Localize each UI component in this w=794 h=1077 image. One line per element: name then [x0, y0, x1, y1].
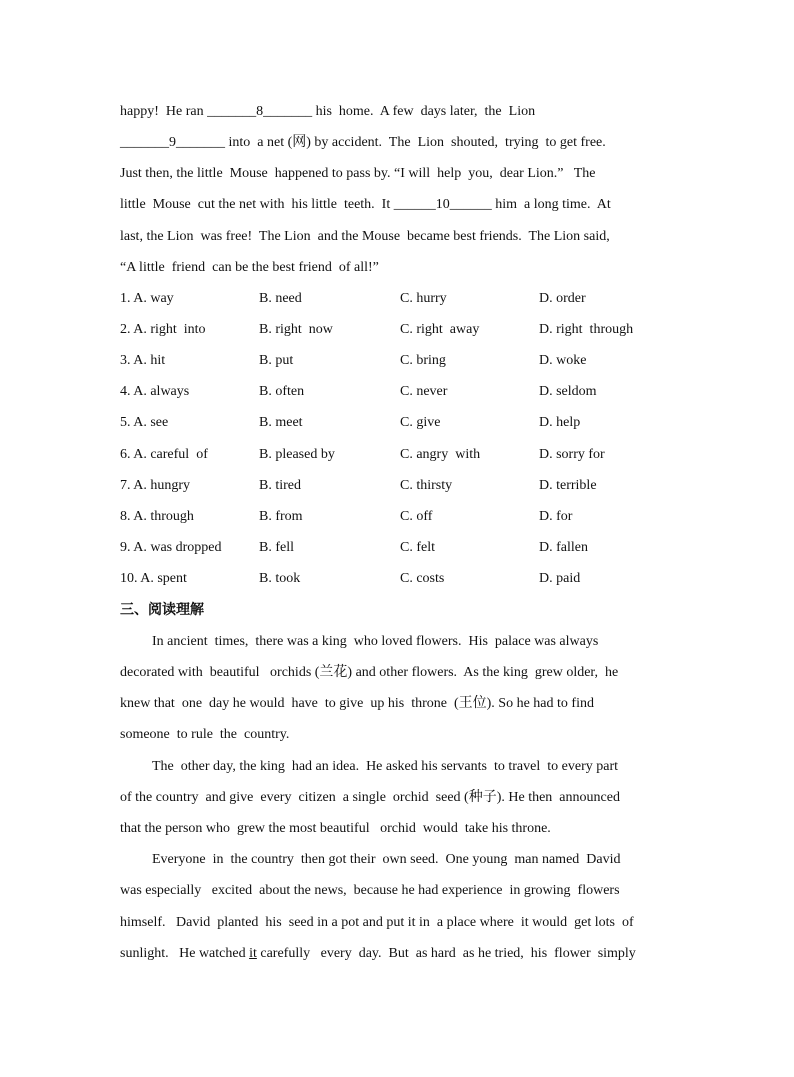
- option-a: 7. A. hungry: [120, 478, 190, 493]
- section-heading: 三、阅读理解: [120, 602, 204, 618]
- option-a: 2. A. right into: [120, 322, 206, 337]
- reading-line: Everyone in the country then got their own seed. One young man named David: [152, 852, 621, 867]
- question-options-row: [120, 290, 680, 308]
- option-a: 4. A. always: [120, 384, 190, 399]
- option-c: C. never: [400, 384, 448, 399]
- question-options-row: [120, 414, 680, 432]
- reading-line: knew that one day he would have to give up his throne (王位). So he had to find: [120, 696, 594, 711]
- option-b: B. meet: [259, 415, 303, 430]
- option-b: B. fell: [259, 540, 294, 555]
- option-d: D. fallen: [539, 540, 588, 555]
- option-b: B. need: [259, 291, 302, 306]
- option-d: D. terrible: [539, 478, 597, 493]
- option-a: 8. A. through: [120, 509, 194, 524]
- option-d: D. woke: [539, 353, 587, 368]
- option-b: B. pleased by: [259, 447, 335, 462]
- option-b: B. from: [259, 509, 303, 524]
- cloze-line: _______9_______ into a net (网) by accident. The Lion shouted, trying to get free.: [120, 135, 606, 150]
- option-a: 10. A. spent: [120, 571, 187, 586]
- question-options-row: [120, 352, 680, 370]
- reading-line: himself. David planted his seed in a pot and put it in a place where it would get lots of: [120, 915, 634, 930]
- cloze-line: little Mouse cut the net with his little teeth. It ______10______ him a long time. At: [120, 197, 611, 212]
- option-a: 6. A. careful of: [120, 447, 208, 462]
- question-options-row: [120, 383, 680, 401]
- question-options-row: [120, 508, 680, 526]
- question-options-row: [120, 539, 680, 557]
- reading-text: carefully every day. But as hard as he tried, his flower simply: [256, 946, 636, 961]
- question-options-row: [120, 446, 680, 464]
- reading-text: sunlight. He watched: [120, 946, 246, 961]
- question-options-row: [120, 477, 680, 495]
- cloze-line: happy! He ran _______8_______ his home. A few days later, the Lion: [120, 104, 536, 119]
- question-options-row: [120, 321, 680, 339]
- option-b: B. often: [259, 384, 305, 399]
- question-options-row: [120, 570, 680, 588]
- option-d: D. order: [539, 291, 586, 306]
- reading-line: [120, 945, 636, 963]
- option-b: B. right now: [259, 322, 333, 337]
- option-d: D. for: [539, 509, 573, 524]
- reading-line: of the country and give every citizen a single orchid seed (种子). He then announced: [120, 790, 620, 805]
- reading-line: decorated with beautiful orchids (兰花) and other flowers. As the king grew older, he: [120, 665, 619, 680]
- option-c: C. give: [400, 415, 441, 430]
- cloze-line: last, the Lion was free! The Lion and the Mouse became best friends. The Lion said,: [120, 229, 610, 244]
- reading-line: was especially excited about the news, because he had experience in growing flowers: [120, 883, 620, 898]
- reading-line: The other day, the king had an idea. He asked his servants to travel to every part: [152, 759, 618, 774]
- option-c: C. thirsty: [400, 478, 453, 493]
- option-c: C. angry with: [400, 447, 481, 462]
- option-d: D. right through: [539, 322, 634, 337]
- option-d: D. seldom: [539, 384, 597, 399]
- option-d: D. sorry for: [539, 447, 605, 462]
- option-b: B. took: [259, 571, 301, 586]
- reading-line: In ancient times, there was a king who loved flowers. His palace was always: [152, 634, 599, 649]
- option-c: C. off: [400, 509, 433, 524]
- option-d: D. help: [539, 415, 581, 430]
- option-c: C. bring: [400, 353, 446, 368]
- reading-line: someone to rule the country.: [120, 727, 290, 742]
- option-c: C. hurry: [400, 291, 447, 306]
- option-b: B. put: [259, 353, 294, 368]
- option-a: 5. A. see: [120, 415, 169, 430]
- option-b: B. tired: [259, 478, 301, 493]
- reading-line: that the person who grew the most beautiful orchid would take his throne.: [120, 821, 551, 836]
- option-a: 3. A. hit: [120, 353, 166, 368]
- cloze-line: “A little friend can be the best friend of all!”: [120, 260, 379, 275]
- option-a: 1. A. way: [120, 291, 174, 306]
- cloze-line: Just then, the little Mouse happened to pass by. “I will help you, dear Lion.” The: [120, 166, 596, 181]
- option-c: C. right away: [400, 322, 480, 337]
- option-c: C. costs: [400, 571, 445, 586]
- option-d: D. paid: [539, 571, 581, 586]
- underlined-word: it: [249, 946, 257, 961]
- option-a: 9. A. was dropped: [120, 540, 222, 555]
- option-c: C. felt: [400, 540, 435, 555]
